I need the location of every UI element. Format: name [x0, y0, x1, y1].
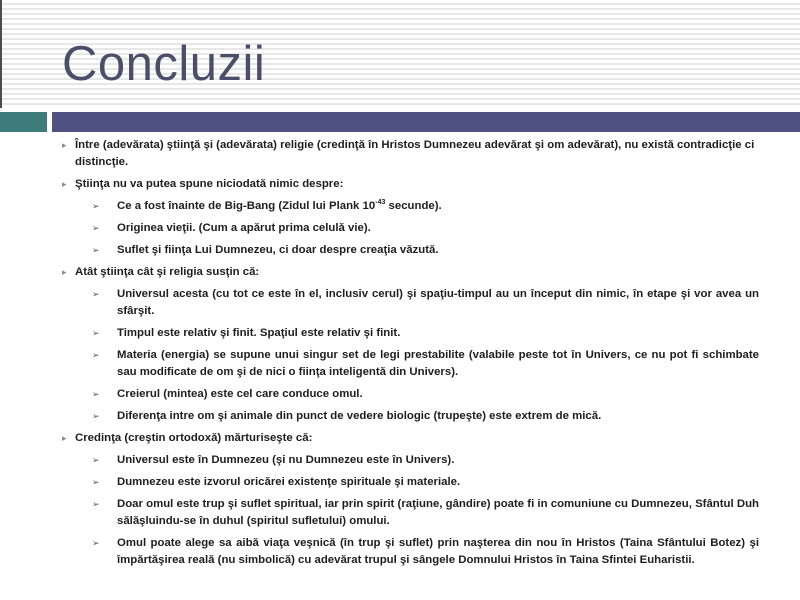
list-item-text: Universul acesta (cu tot ce este în el, inclusiv cerul) şi spaţiu-timpul au un început din nimic, în etape şi vor avea un sfârşit. [117, 288, 759, 317]
list-item-text: Ştiinţa nu va putea spune niciodată nimic despre: [75, 178, 344, 190]
sub-list-item [0, 452, 800, 469]
bullet-icon: ▸ [62, 433, 67, 443]
list-item-text: Diferenţa intre om şi animale din punct de vedere biologic (trupeşte) este extrem de mică. [117, 410, 602, 422]
arrow-bullet-icon: ➢ [92, 411, 100, 421]
slide-content [0, 137, 800, 574]
sub-list-item [0, 408, 800, 425]
slide-title: Concluzii [62, 37, 266, 91]
arrow-bullet-icon: ➢ [92, 223, 100, 233]
sub-list-item [0, 325, 800, 342]
sub-list-item [0, 496, 800, 530]
left-rule [0, 0, 2, 108]
arrow-bullet-icon: ➢ [92, 389, 100, 399]
accent-bar-navy [52, 112, 800, 132]
list-item-text: Materia (energia) se supune unui singur set de legi prestabilite (valabile peste tot în Univers, ce nu pot fi schimbate sau modificate de om şi de nici o fiinţa inteligentă din Univers). [117, 349, 759, 378]
list-item-text: Suflet şi fiinţa Lui Dumnezeu, ci doar despre creaţia văzută. [117, 244, 439, 256]
list-item-text: Ce a fost înainte de Big-Bang (Zidul lui Plank $10^{-43}$ secunde). [117, 199, 442, 212]
arrow-bullet-icon: ➢ [92, 289, 100, 299]
bullet-icon: ▸ [62, 179, 67, 189]
arrow-bullet-icon: ➢ [92, 245, 100, 255]
list-item-text: Atât ştiinţa cât şi religia susţin că: [75, 266, 260, 278]
list-item [0, 430, 800, 447]
list-item [0, 137, 800, 171]
list-item [0, 264, 800, 281]
list-item-text: Doar omul este trup şi suflet spiritual, iar prin spirit (raţiune, gândire) poate fi in comuniune cu Dumnezeu, Sfântul Duh sălăşluindu-se în duhul (spiritul sufletului) omului. [117, 498, 759, 527]
arrow-bullet-icon: ➢ [92, 538, 100, 548]
sub-list-item [0, 347, 800, 381]
arrow-bullet-icon: ➢ [92, 477, 100, 487]
sub-list-item [0, 535, 800, 569]
list-item-text: Credinţa (creştin ortodoxă) mărturiseşte că: [75, 432, 313, 444]
list-item-text: Originea vieţii. (Cum a apărut prima celulă vie). [117, 222, 371, 234]
list-item-text: Dumnezeu este izvorul oricărei existenţe spirituale şi materiale. [117, 476, 461, 488]
arrow-bullet-icon: ➢ [92, 328, 100, 338]
arrow-bullet-icon: ➢ [92, 499, 100, 509]
sub-list-item [0, 198, 800, 215]
sub-list-item [0, 220, 800, 237]
bullet-icon: ▸ [62, 267, 67, 277]
arrow-bullet-icon: ➢ [92, 201, 100, 211]
list-item-text: Universul este în Dumnezeu (şi nu Dumnezeu este în Univers). [117, 454, 455, 466]
list-item [0, 176, 800, 193]
sub-list-item [0, 242, 800, 259]
list-item-text: Creierul (mintea) este cel care conduce omul. [117, 388, 363, 400]
sub-list-item [0, 474, 800, 491]
arrow-bullet-icon: ➢ [92, 455, 100, 465]
list-item-text: Între (adevărata) ştiinţă şi (adevărata) religie (credinţă în Hristos Dumnezeu adevărat şi om adevărat), nu există contradicţie ci distincţie. [75, 139, 755, 168]
list-item-text: Timpul este relativ şi finit. Spaţiul este relativ şi finit. [117, 327, 401, 339]
accent-bar-teal [0, 112, 47, 132]
sub-list-item [0, 286, 800, 320]
exponent: -43 [375, 199, 386, 207]
list-item-text: Omul poate alege sa aibă viaţa veşnică (în trup şi suflet) prin naşterea din nou în Hristos (Taina Sfântului Botez) şi împărtăşirea reală (nu simbolică) cu adevărat trupul şi sângele Domnului Hristos în Taina Sfintei Euharistii. [117, 537, 759, 566]
bullet-icon: ▸ [62, 140, 67, 150]
sub-list-item [0, 386, 800, 403]
arrow-bullet-icon: ➢ [92, 350, 100, 360]
